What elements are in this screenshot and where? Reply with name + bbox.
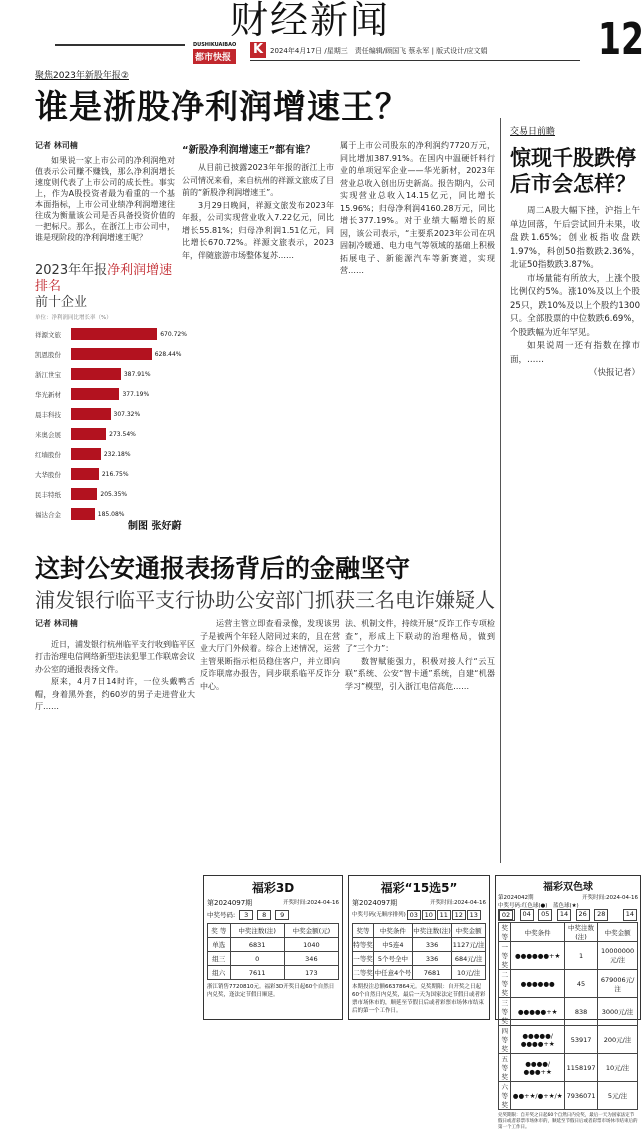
bar-value-label: 628.44% (154, 350, 182, 358)
lottery-note: 兑奖期限：自开奖之日起60个自然日内兑奖，最后一天为国家法定节假日或者彩票市场休市的，顺延至节假日后或者彩票市场休市结束后的第一个工作日。 (498, 1113, 638, 1130)
sidebar-body (510, 205, 640, 855)
table-cell: 二等奖 (499, 970, 511, 998)
bar (71, 428, 106, 440)
table-cell: 中奖注数(注) (412, 924, 452, 938)
bar-value-label: 307.32% (113, 410, 141, 418)
table-cell: 一等奖 (353, 952, 374, 966)
lottery-note: 浙江销售7720810元。福彩3D开奖日起60个自然日内兑奖，逢法定节假日顺延。 (207, 984, 335, 998)
bar (71, 508, 95, 520)
lottery-box-3d (203, 875, 343, 1020)
table-cell: 10元/注 (452, 966, 486, 980)
bar (71, 468, 99, 480)
table-cell: 中奖条件 (374, 924, 413, 938)
table-cell: 10000000元/注 (598, 942, 638, 970)
bar-label: 福达合金 (35, 510, 61, 519)
table-cell: 10元/注 (598, 1054, 638, 1082)
table-cell: 200元/注 (598, 1026, 638, 1054)
table-cell: 1040 (284, 938, 338, 952)
prize-table (498, 922, 638, 1110)
logo-name: 都市快报 (193, 49, 236, 64)
byline: 记者 林司楠 (35, 141, 78, 150)
paragraph: 3月29日晚间，祥源文旅发布2023年年报，公司实现营业收入7.22亿元，同比增长55.81%；归母净利润1.51亿元，同比增长670.72%。祥源文旅表示，2023年，伴随旅游市场整体复苏…… (182, 200, 334, 260)
bar-label: 大华股份 (35, 470, 61, 479)
table-cell: 679006元/注 (598, 970, 638, 998)
numbers-label: 中奖号码:红色球(●) 蓝色球(★) (498, 903, 579, 909)
bar (71, 388, 119, 400)
table-cell: 1127元/注 (452, 938, 486, 952)
intro-paragraph: 如果说一家上市公司的净利润绝对值表示公司赚不赚钱，那么净利润增长速度则代表了上市公司的成长性。事实上，作为A股投资者最为看重的一个基本面指标，上市公司业绩净利润增速往往成为衡量该公司是否具备投资价值的一把标尺。那么，在浙江上市公司中，谁是现阶段的净利润增速王呢？ (35, 156, 175, 242)
table-cell: ●●●●●/●●●●+★ (511, 1026, 565, 1054)
article2-subhead: 浦发银行临平支行协助公安部门抓获三名电诈嫌疑人 (35, 588, 495, 612)
issue: 第2024097期 (207, 899, 253, 907)
bar-value-label: 205.35% (100, 490, 128, 498)
bar-row (35, 447, 131, 461)
article-column-3 (340, 140, 495, 520)
table-cell: 0 (230, 952, 284, 966)
paragraph: 周二A股大幅下挫，沪指上午单边回落，午后尝试回升未果，收盘跌1.65%；创业板指收盘跌1.97%，科创50指数跌2.36%，北证50指数跌3.87%。 (510, 206, 640, 270)
number: 3 (239, 910, 253, 920)
bar-row (35, 367, 151, 381)
subheading: “新股净利润增速王”都有谁？ (182, 145, 316, 156)
table-cell: 346 (284, 952, 338, 966)
bar-label: 民丰特纸 (35, 490, 61, 499)
sidebar-kicker: 交易日前瞻 (510, 127, 556, 137)
bar-value-label: 185.08% (97, 510, 125, 518)
table-cell: 六等奖 (499, 1082, 511, 1110)
table-cell: 中奖注数(注) (230, 924, 284, 938)
table-cell: 45 (564, 970, 597, 998)
lottery-title: 福彩“15选5” (380, 881, 458, 895)
bar-row (35, 387, 149, 401)
bar (71, 448, 101, 460)
table-cell: 二等奖 (353, 966, 374, 980)
article-kicker: 聚焦2023年新股年报② (35, 71, 129, 81)
bar-row (35, 347, 182, 361)
bar-row (35, 407, 140, 421)
bar-label: 红墙股份 (35, 450, 61, 459)
bar-row (35, 487, 127, 501)
table-cell: 1158197 (564, 1054, 597, 1082)
table-cell: 四等奖 (499, 1026, 511, 1054)
table-cell: ●●●●●● (511, 970, 565, 998)
bar (71, 488, 97, 500)
paragraph: 近日，浦发银行杭州临平支行收到临平区打击治理电信网络新型违法犯罪工作联席会议办公室的通报表扬文件。 (35, 639, 195, 674)
chart-unit-note: 单位：净利润同比增长率（%） (35, 315, 112, 321)
bar (71, 368, 121, 380)
article-column-1 (35, 140, 175, 260)
table-cell: ●●●●●●+★ (511, 942, 565, 970)
table-cell: 一等奖 (499, 942, 511, 970)
numbers-label: 中奖号码(无顺序排列) (352, 912, 406, 918)
article2-column-1 (35, 618, 195, 1018)
article-headline: 谁是浙股净利润增速王？ (35, 87, 409, 126)
numbers-label: 中奖号码: (207, 911, 236, 919)
table-cell: 组三 (208, 952, 231, 966)
dateline: 2024年4月17日 /星期三 责任编辑/顾国飞 蔡永军 | 版式设计/应文娟 (270, 47, 488, 55)
table-cell: 特等奖 (353, 938, 374, 952)
table-cell: 中奖注数(注) (564, 923, 597, 942)
bar-label: 祥源文旅 (35, 330, 61, 339)
table-cell: 中奖条件 (511, 923, 565, 942)
paragraph: 数智赋能强力，积极对接人行“云互联”系统、公安“智卡通”系统，自建“机器学习”模型，引入浙江电信高危…… (345, 656, 495, 691)
paragraph: 属于上市公司股东的净利润约7720万元，同比增加387.91%。在国内中温硬钎料行业的单项冠军企业——华光新材，2023年营业总收入创出历史新高。报告期内，公司实现营业总收入14.15亿元，同比增长15.96%；归母净利润4160.28万元，同比增长377.19%。对于业绩大幅增长的原因，该公司表示，“主要系2023年公司在巩固制冷暖通、电力电气等领域的基础上积极拓展电子、新能源汽车等新赛道，实现营…… (340, 141, 495, 275)
table-cell: 336 (412, 952, 452, 966)
table-cell: 6831 (230, 938, 284, 952)
table-cell: 中奖金额(元) (284, 924, 338, 938)
bar-value-label: 670.72% (160, 330, 187, 338)
lottery-box-ssq: 福彩双色球 第2024042期 开奖时间:2024-04-16 中奖号码:红色球(●) 蓝色球(★) 02 04 05 14 26 28 14 奖等 中奖条件 中奖注数(注) 中奖金额 一等奖 ●●●●●●+★ 1 10000000元/注 二等奖 ●●●●●● 45 679006元/注 三等奖 ●●●●●+★ 838 3000元/注 四等奖 ●●●●●/●●●●+★ 53917 200元/注 五等奖 ●●●●/●●●+★ 1158197 10元/注 六等奖 ●●+★/●+★/★ 7936071 5元/注 兑奖期限：自开奖之日起60个自然日内兑奖，最后一天为国家法定节假日或者彩票市场休市的，顺延至节假日后或者彩票市场休市结束后的第一个工作日。 (495, 875, 641, 1020)
table-cell: ●●+★/●+★/★ (511, 1082, 565, 1110)
bar-chart (35, 263, 187, 519)
article2-headline: 这封公安通报表扬背后的金融坚守 (35, 554, 411, 583)
table-cell: 组六 (208, 966, 231, 980)
chart-title: 2023年年报净利润增速排名 前十企业 (35, 263, 173, 310)
bar-label: 凯恩股份 (35, 350, 61, 359)
bar-label: 米奥会展 (35, 430, 61, 439)
chart-credit: 制图 张好蔚 (128, 521, 182, 532)
bar-label: 晨丰科技 (35, 410, 61, 419)
sidebar-headline: 惊现千股跌停 后市会怎样？ (510, 146, 636, 196)
bar-row (35, 507, 124, 521)
number: 8 (257, 910, 271, 920)
bar-label: 浙江世宝 (35, 370, 61, 379)
table-cell: 5个号全中 (374, 952, 413, 966)
table-cell: 中奖金额 (452, 924, 486, 938)
table-cell: 53917 (564, 1026, 597, 1054)
table-cell: 7611 (230, 966, 284, 980)
prize-table (207, 923, 339, 980)
table-cell: 7681 (412, 966, 452, 980)
table-cell: 838 (564, 998, 597, 1026)
column-divider (500, 118, 501, 863)
paragraph: 法、机制文件，持续开展“反诈工作专项检查”，形成上下联动的治理格局，做到了“三个力”： (345, 619, 495, 653)
logo-pinyin: DUSHIKUAIBAO (193, 42, 237, 48)
divider (55, 44, 185, 46)
table-cell: ●●●●/●●●+★ (511, 1054, 565, 1082)
lottery-title: 福彩双色球 (543, 882, 593, 893)
table-cell: 五等奖 (499, 1054, 511, 1082)
prize-table (352, 923, 486, 980)
paragraph: 原来，4月7日14时许，一位头戴鸭舌帽，身着黑外套，约60岁的男子走进营业大厅…… (35, 677, 195, 711)
table-cell: ●●●●●+★ (511, 998, 565, 1026)
article2-column-2 (200, 618, 340, 858)
table-cell: 奖 等 (208, 924, 231, 938)
article2-column-3 (345, 618, 495, 858)
lottery-note: 本期投注总额6637864元。兑奖期限：自开奖之日起60个自然日内兑奖，最后一天为国家法定节假日或者彩票市场休市的，顺延至节假日后或者彩票市场休市结束后的第一个工作日。 (352, 984, 486, 1014)
table-cell: 5元/注 (598, 1082, 638, 1110)
bar-value-label: 273.54% (109, 430, 136, 438)
page-number: 12 (598, 14, 644, 65)
table-cell: 三等奖 (499, 998, 511, 1026)
bar-label: 华光新材 (35, 390, 61, 399)
bar-row (35, 467, 129, 481)
table-cell: 684元/注 (452, 952, 486, 966)
table-cell: 336 (412, 938, 452, 952)
table-cell: 7936071 (564, 1082, 597, 1110)
paragraph: 运营主管立即查看录像，发现该男子是被两个年轻人陪同过来的，且在营业大厅门外候着。综合上述情况，运营主管果断指示柜员稳住客户，并立即向反诈联席办报告，同步联系临平反诈分中心。 (200, 619, 340, 691)
sidebar-source: （快报记者） (588, 368, 640, 378)
bar (71, 408, 111, 420)
draw-date: 开奖时间:2024-04-16 (430, 900, 486, 906)
divider (250, 60, 580, 61)
table-cell: 173 (284, 966, 338, 980)
bar (71, 348, 152, 360)
bar-value-label: 232.18% (103, 450, 131, 458)
table-cell: 中奖金额 (598, 923, 638, 942)
logo-mark: K (250, 42, 266, 58)
table-cell: 中任意4个号 (374, 966, 413, 980)
number: 9 (275, 910, 289, 920)
article-column-2 (182, 140, 334, 520)
bar-value-label: 377.19% (122, 390, 150, 398)
bar-row (35, 327, 187, 341)
paragraph: 如果说周一还有指数在撑市面，…… (510, 341, 640, 365)
table-cell: 中5连4 (374, 938, 413, 952)
bar-value-label: 387.91% (123, 370, 151, 378)
table-cell: 奖等 (353, 924, 374, 938)
table-cell: 1 (564, 942, 597, 970)
draw-date: 开奖时间:2024-04-16 (283, 900, 339, 906)
paragraph: 市场量能有所放大，上涨个股比例仅约5%。涨10%及以上个股25只，跌10%及以上个股约1300只。全部股票的中位数跌6.69%，个股跌幅为近年罕见。 (510, 273, 640, 338)
table-cell: 单选 (208, 938, 231, 952)
newspaper-logo (193, 42, 236, 64)
lottery-box-15x5: 福彩“15选5” 第2024097期 开奖时间:2024-04-16 中奖号码(无顺序排列) 03 10 11 12 13 奖等 中奖条件 中奖注数(注) 中奖金额 特等奖 中5连4 336 1127元/注 一等奖 5个号全中 336 684元/注 二等奖 中任意4个号 7681 10元/注 本期投注总额6637864元。兑奖期限：自开奖之日起60个自然日内兑奖，最后一天为国家法定节假日或者彩票市场休市的，顺延至节假日后或者彩票市场休市结束后的第一个工作日。 (348, 875, 490, 1020)
bar-row (35, 427, 136, 441)
bar (71, 328, 157, 340)
paragraph: 从目前已披露2023年年报的浙江上市公司情况来看，来自杭州的祥源文旅成了目前的“新股净利润增速王”。 (182, 163, 334, 197)
section-title: 财经新闻 (230, 0, 391, 42)
lottery-title: 福彩3D (251, 881, 295, 895)
byline: 记者 林司楠 (35, 619, 78, 628)
bar-value-label: 216.75% (101, 470, 129, 478)
blue-ball: 14 (623, 909, 637, 921)
table-cell: 奖等 (499, 923, 511, 942)
table-cell: 3000元/注 (598, 998, 638, 1026)
issue: 第2024097期 (352, 899, 398, 907)
